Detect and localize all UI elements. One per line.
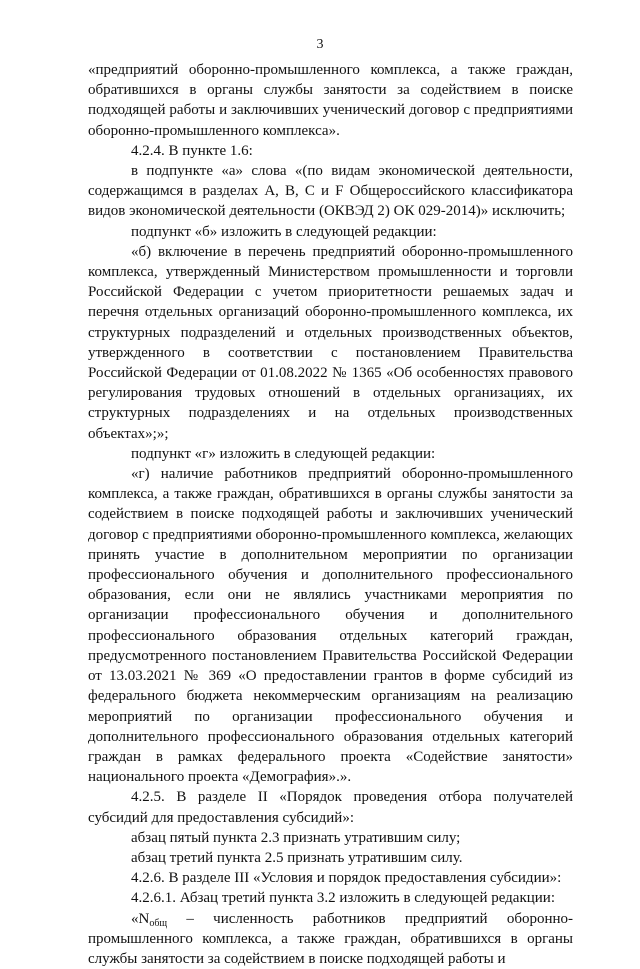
formula-subscript: общ (149, 917, 168, 929)
paragraph: подпункт «б» изложить в следующей редакции: (131, 223, 437, 240)
paragraph: 4.2.6. В разделе III «Условия и порядок предоставления субсидии»: (131, 870, 562, 887)
paragraph: 4.2.6.1. Абзац третий пункта 3.2 изложить в следующей редакции: (131, 890, 556, 907)
formula-definition: – численность работников предприятий оборонно-промышленного комплекса, а также граждан, обратившихся в органы службы занятости за содействием в поиске подходящей работы и (88, 910, 573, 967)
page-number: 3 (316, 37, 324, 52)
formula-symbol: «N (131, 910, 150, 927)
document-body (88, 60, 573, 969)
paragraph: абзац пятый пункта 2.3 признать утратившим силу; (131, 829, 461, 846)
paragraph: «предприятий оборонно-промышленного комплекса, а также граждан, обратившихся в органы службы занятости за содействием в поиске подходящей работы и заключивших ученический договор с предприятиями оборонно-промышленного комплекса». (88, 62, 573, 139)
formula-paragraph (88, 909, 573, 969)
paragraph: подпункт «г» изложить в следующей редакции: (131, 445, 436, 462)
paragraph: «г) наличие работников предприятий оборонно-промышленного комплекса, а также граждан, обратившихся в органы службы занятости за содействием в поиске подходящей работы и заключивших ученический договор с предприятиями оборонно-промышленного комплекса, желающих принять участие в дополнительном мероприятии по организации профессионального обучения и дополнительного профессионального образования, если они не являлись участниками мероприятия по организации профессионального обучения и дополнительного профессионального образования отдельных категорий граждан, предусмотренного постановлением Правительства Российской Федерации от 13.03.2021 № 369 «О предоставлении грантов в форме субсидий из федерального бюджета некоммерческим организациям на реализацию мероприятий по организации профессионального обучения и дополнительного профессионального образования отдельных категорий граждан в рамках федерального проекта «Содействие занятости» национального проекта «Демография».». (88, 466, 573, 786)
paragraph: 4.2.5. В разделе II «Порядок проведения отбора получателей субсидий для предоставления субсидий»: (88, 789, 573, 826)
paragraph: в подпункте «а» слова «(по видам экономической деятельности, содержащимся в разделах A, B, C и F Общероссийского классификатора видов экономической деятельности (ОКВЭД 2) ОК 029-2014)» исключить; (88, 163, 573, 220)
paragraph: абзац третий пункта 2.5 признать утратившим силу. (131, 849, 463, 866)
paragraph: «б) включение в перечень предприятий оборонно-промышленного комплекса, утвержденный Министерством промышленности и торговли Российской Федерации с учетом приоритетности решаемых задач и перечня отдельных организаций оборонно-промышленного комплекса, их структурных подразделений и отдельных производственных объектов, утвержденного в соответствии с постановлением Правительства Российской Федерации от 01.08.2022 № 1365 «Об особенностях правового регулирования трудовых отношений в отдельных организациях, их структурных подразделениях и на отдельных производственных объектах»;»; (88, 243, 573, 442)
paragraph: 4.2.4. В пункте 1.6: (131, 142, 253, 159)
